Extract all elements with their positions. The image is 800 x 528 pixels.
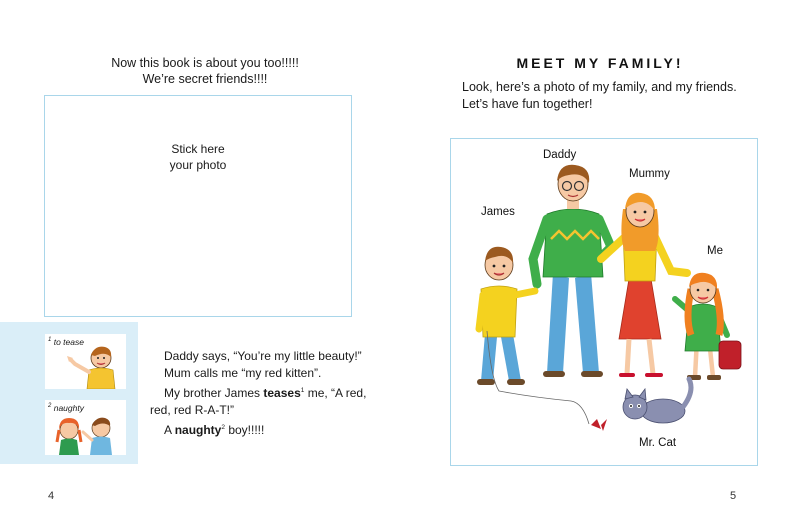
mr-cat-figure [591, 379, 691, 431]
vocab-card-naughty [45, 400, 126, 455]
label-mummy: Mummy [629, 168, 670, 180]
daddy-figure [533, 165, 611, 377]
me-girl-figure [675, 273, 741, 380]
story-line-3: My brother James teases$^1$ me, “A red, red, red R-A-T!” [150, 386, 367, 417]
intro-text [55, 55, 355, 87]
right-page [400, 0, 800, 528]
vocab-word-2: $^2$ naughty [48, 403, 84, 413]
intro-line-1: Now this book is about you too!!!!! [111, 56, 299, 70]
intro-line-2: We’re secret friends!!!! [142, 72, 268, 86]
lead-line-2: Let’s have fun together! [462, 97, 593, 111]
label-mr-cat: Mr. Cat [639, 437, 677, 449]
photo-placeholder-box [44, 95, 352, 317]
story-line-1: Daddy says, “You’re my little beauty!” [164, 349, 362, 363]
photo-label-line-1: Stick here [171, 142, 225, 156]
story-text [150, 348, 380, 439]
lead-line-1: Look, here’s a photo of my family, and my friends. [462, 80, 737, 94]
page-number-left: 4 [48, 490, 55, 502]
family-photo-frame [450, 138, 758, 466]
family-illustration [451, 139, 756, 464]
label-me: Me [707, 245, 723, 257]
vocab-word-1: $^1$ to tease [48, 337, 84, 347]
page-title: MEET MY FAMILY! [516, 55, 684, 71]
page-number-right: 5 [730, 490, 737, 502]
mummy-figure [601, 193, 687, 375]
story-line-2: Mum calls me “my red kitten”. [164, 366, 322, 380]
label-daddy: Daddy [543, 149, 577, 161]
vocab-card-tease [45, 334, 126, 389]
story-line-4: A naughty$^2$ boy!!!!! [164, 423, 265, 437]
photo-placeholder-label [45, 141, 351, 173]
photo-label-line-2: your photo [169, 158, 227, 172]
lead-text [462, 79, 782, 113]
label-james: James [481, 206, 515, 218]
